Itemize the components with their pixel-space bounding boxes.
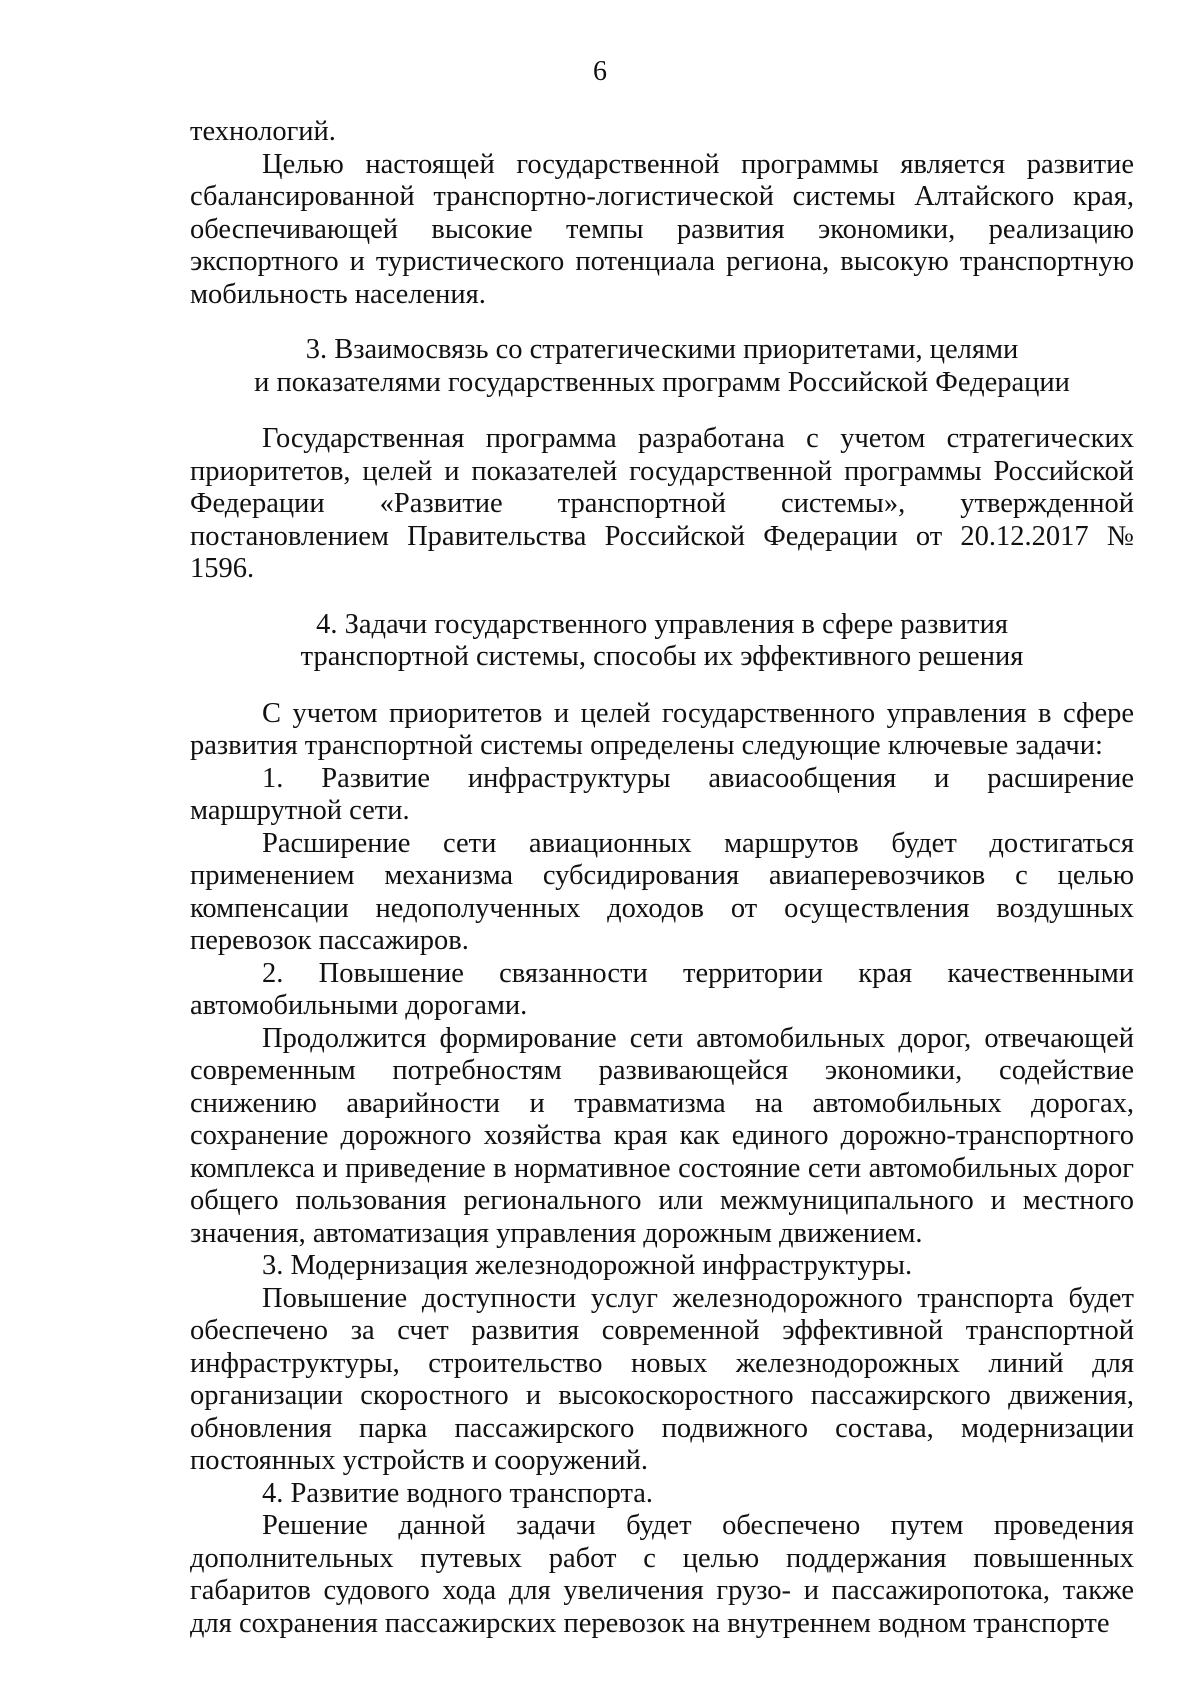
page-number: 6 [593, 56, 607, 87]
section-3-heading-line-1: 3. Взаимосвязь со стратегическими приоритетами, целями [305, 334, 1019, 365]
document-body [190, 116, 1134, 1640]
paragraph-continuation: технологий. [190, 116, 336, 147]
task-1-title: 1. Развитие инфраструктуры авиасообщения и расширение маршрутной сети. [190, 762, 1134, 826]
section-4-heading-line-1: 4. Задачи государственного управления в сфере развития [316, 608, 1008, 640]
paragraph-program-goal: Целью настоящей государственной программы является развитие сбалансированной транспортно-логистической системы Алтайского края, обеспечивающей высокие темпы развития экономики, реализацию экспортного и туристического потенциала региона, высокую транспортную мобильность населения. [190, 148, 1134, 310]
paragraph-tasks-intro: С учетом приоритетов и целей государственного управления в сфере развития транспортной системы определены следующие ключевые задачи: [190, 697, 1134, 761]
task-2-description: Продолжится формирование сети автомобильных дорог, отвечающей современным потребностям развивающейся экономики, содействие снижению аварийности и травматизма на автомобильных дорогах, сохранение дорожного хозяйства края как единого дорожно-транспортного комплекса и приведение в нормативное состояние сети автомобильных дорог общего пользования регионального или межмуниципального и местного значения, автоматизация управления дорожным движением. [190, 1022, 1134, 1249]
task-3-description: Повышение доступности услуг железнодорожного транспорта будет обеспечено за счет развития современной эффективной транспортной инфраструктуры, строительство новых железнодорожных линий для организации скоростного и высокоскоростного пассажирского движения, обновления парка пассажирского подвижного состава, модернизации постоянных устройств и сооружений. [190, 1282, 1134, 1476]
task-2-title: 2. Повышение связанности территории края качественными автомобильными дорогами. [190, 957, 1134, 1021]
task-4-title: 4. Развитие водного транспорта. [262, 1477, 654, 1509]
section-4-heading-line-2: транспортной системы, способы их эффективного решения [300, 641, 1024, 672]
task-3-title: 3. Модернизация железнодорожной инфраструктуры. [262, 1250, 913, 1281]
task-1-description: Расширение сети авиационных маршрутов будет достигаться применением механизма субсидирования авиаперевозчиков с целью компенсации недополученных доходов от осуществления воздушных перевозок пассажиров. [190, 827, 1134, 956]
section-3-heading [190, 334, 1134, 399]
section-3-heading-line-2: и показателями государственных программ Российской Федерации [254, 366, 1070, 398]
section-4-heading [190, 609, 1134, 674]
task-4-description: Решение данной задачи будет обеспечено путем проведения дополнительных путевых работ с целью поддержания повышенных габаритов судового хода для увеличения грузо- и пассажиропотока, также для сохранения пассажирских перевозок на внутреннем водном транспорте [190, 1510, 1134, 1639]
paragraph-section-3: Государственная программа разработана с учетом стратегических приоритетов, целей и показателей государственной программы Российской Федерации «Развитие транспортной системы», утвержденной постановлением Правительства Российской Федерации от 20.12.2017 № 1596. [190, 423, 1134, 584]
